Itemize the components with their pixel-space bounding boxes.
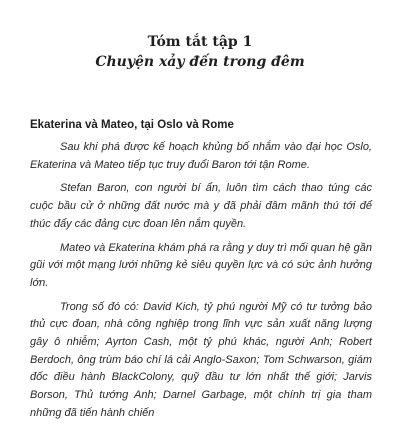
paragraph-1: Sau khi phá được kế hoạch khủng bố nhắm vào đại học Oslo, Ekaterina và Mateo tiếp tục truy đuổi Baron tới tận Rome. — [30, 141, 372, 171]
section-heading: Ekaterina và Mateo, tại Oslo và Rome — [30, 119, 234, 131]
paragraph-2: Stefan Baron, con người bí ẩn, luôn tìm cách thao túng các cuộc bầu cử ở những đất nước mà y đã phải đâm mãnh thú tới để thúc đẩy các đảng cực đoan lên nắm quyền. — [30, 182, 372, 230]
paragraph-4: Trong số đó có: David Kich, tỷ phú người Mỹ có tư tưởng bảo thủ cực đoan, nhà công nghiệp trong lĩnh vực sản xuất năng lượng gây ô nhiễm; Ayrton Cash, một tỷ phú khác, người Anh; Robert Berdoch, ông trùm báo chí lá cải Anglo-Saxon; Tom Schwarson, giám đốc điều hành BlackColony, quỹ đầu tư lớn nhất thế giới; Jarvis Borson, Thủ tướng Anh; Darnel Garbage, một chính trị gia tham những đã tiến hành chiến — [30, 300, 372, 419]
chapter-title: Tóm tắt tập 1 — [147, 34, 253, 50]
body-text — [30, 139, 372, 429]
paragraph-3: Mateo và Ekaterina khám phá ra rằng y duy trì mối quan hệ gần gũi với một mạng lưới những kẻ siêu quyền lực và có sức ảnh hưởng lớn. — [30, 241, 372, 289]
chapter-subtitle: Chuyện xảy đến trong đêm — [95, 54, 305, 70]
